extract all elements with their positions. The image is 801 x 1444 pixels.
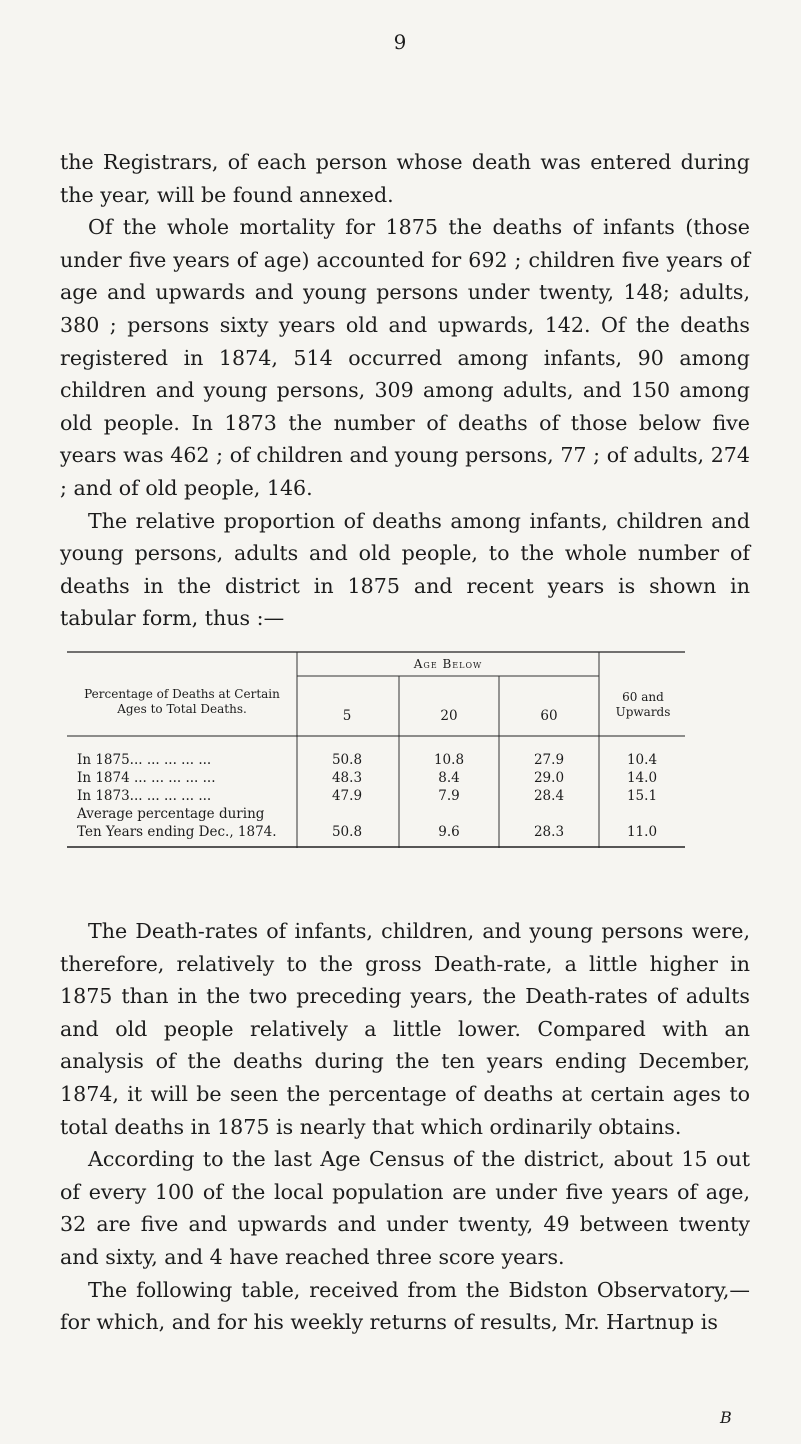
row-label-1873: In 1873... ... ... ... ... bbox=[77, 788, 212, 804]
cell-1873-up: 15.1 bbox=[626, 788, 658, 804]
paragraph-2: Of the whole mortality for 1875 the deaths of infants (those under five years of age) accounted for 692 ; children five years of age and upwards and young persons under twenty, 148; adults, 380 ; persons sixty years old and upwards, 142. Of the deaths registered in 1874, 514 occurred among infants, 90 among children and young persons, 309 among adults, and 150 among old people. In 1873 the number of deaths of those below five years was 462 ; of children and young persons, 77 ; of adults, 274 ; and of old people, 146. bbox=[60, 215, 750, 500]
cell-avg-20: 9.6 bbox=[438, 824, 460, 840]
signature-mark: B bbox=[720, 1408, 732, 1427]
header-age-below: Age Below bbox=[413, 657, 483, 671]
row-label-1874: In 1874 ... ... ... ... ... bbox=[77, 770, 216, 786]
cell-1875-60: 27.9 bbox=[533, 752, 565, 768]
mortality-table bbox=[67, 650, 685, 850]
cell-avg-up: 11.0 bbox=[626, 824, 658, 840]
header-col-60-up: 60 and Upwards bbox=[615, 690, 671, 719]
row-label-1875: In 1875... ... ... ... ... bbox=[77, 752, 212, 768]
page-number: 9 bbox=[393, 30, 408, 54]
paragraph-5: According to the last Age Census of the district, about 15 out of every 100 of the local population are under five years of age, 32 are five and upwards and under twenty, 49 between twenty and sixty, and 4 have reached three score years. bbox=[60, 1147, 750, 1269]
cell-1874-up: 14.0 bbox=[626, 770, 658, 786]
paragraph-6: The following table, received from the Bidston Observatory,— for which, and for his weekly returns of results, Mr. Hartnup is bbox=[60, 1277, 750, 1335]
cell-1875-up: 10.4 bbox=[626, 752, 658, 768]
text-block-top bbox=[60, 146, 750, 635]
cell-1874-20: 8.4 bbox=[438, 770, 460, 786]
cell-1875-5: 50.8 bbox=[331, 752, 363, 768]
cell-1873-5: 47.9 bbox=[331, 788, 363, 804]
header-col-60: 60 bbox=[540, 708, 558, 724]
cell-1873-20: 7.9 bbox=[438, 788, 460, 804]
paragraph-4: The Death-rates of infants, children, and young persons were, therefore, relatively to the gross Death-rate, a little higher in 1875 than in the two preceding years, the Death-rates of adults and old people relatively a little lower. Compared with an analysis of the deaths during the ten years ending December, 1874, it will be seen the percentage of deaths at certain ages to total deaths in 1875 is nearly that which ordinarily obtains. bbox=[60, 919, 750, 1139]
row-label-average-2: Ten Years ending Dec., 1874. bbox=[77, 824, 277, 840]
header-label: Percentage of Deaths at Certain Ages to Total Deaths. bbox=[84, 687, 280, 716]
header-col-5: 5 bbox=[342, 708, 352, 724]
cell-1875-20: 10.8 bbox=[433, 752, 465, 768]
cell-1873-60: 28.4 bbox=[533, 788, 565, 804]
text-block-bottom bbox=[60, 915, 750, 1339]
header-col-20: 20 bbox=[440, 708, 458, 724]
cell-1874-60: 29.0 bbox=[533, 770, 565, 786]
paragraph-1: the Registrars, of each person whose death was entered during the year, will be found annexed. bbox=[60, 150, 750, 207]
cell-1874-5: 48.3 bbox=[331, 770, 363, 786]
cell-avg-5: 50.8 bbox=[331, 824, 363, 840]
paragraph-3: The relative proportion of deaths among infants, children and young persons, adults and old people, to the whole number of deaths in the district in 1875 and recent years is shown in tabular form, thus :— bbox=[60, 508, 750, 631]
row-label-average-1: Average percentage during bbox=[77, 806, 265, 822]
cell-avg-60: 28.3 bbox=[533, 824, 565, 840]
